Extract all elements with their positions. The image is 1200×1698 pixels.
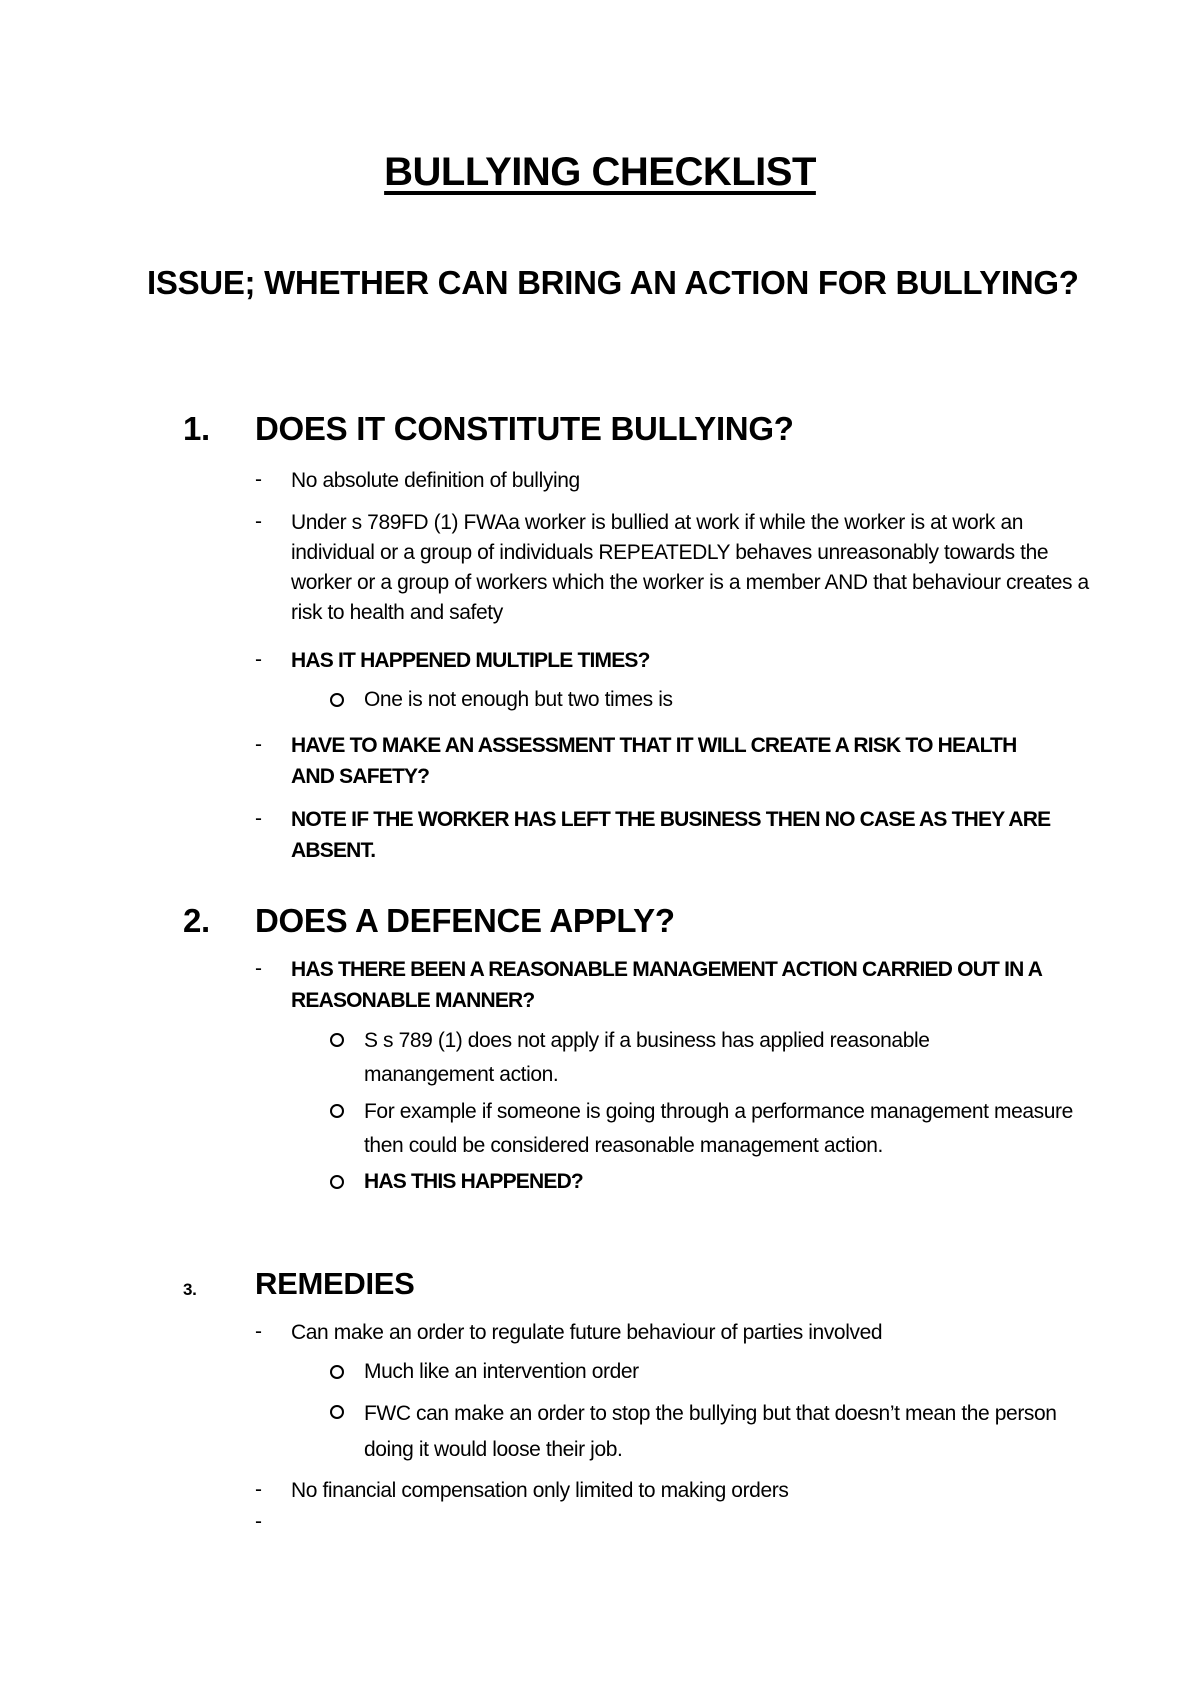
section-title: DOES A DEFENCE APPLY?: [255, 902, 675, 939]
empty-bullet: -: [255, 1510, 262, 1533]
list-item: - Under s 789FD (1) FWAa worker is bullied at work if while the worker is at work an individual or a group of individuals REPEATEDLY behaves unreasonably towards the worker or a group of workers which the worker is a member AND that behaviour creates a risk to health and safety: [291, 508, 1091, 628]
section-number: 1.: [183, 410, 210, 447]
list-item: One is not enough but two times is: [364, 684, 1084, 715]
list-item: - NOTE IF THE WORKER HAS LEFT THE BUSINESS THEN NO CASE AS THEY ARE ABSENT.: [291, 804, 1081, 866]
list-item: S s 789 (1) does not apply if a business has applied reasonable manangement action.: [364, 1024, 1004, 1092]
list-item: - Can make an order to regulate future behaviour of parties involved: [291, 1317, 1091, 1348]
section-number: 3.: [183, 1280, 197, 1299]
section-number: 2.: [183, 902, 210, 939]
list-item: - HAS IT HAPPENED MULTIPLE TIMES?: [291, 645, 1091, 676]
list-item: - HAS THERE BEEN A REASONABLE MANAGEMENT ACTION CARRIED OUT IN A REASONABLE MANNER?: [291, 954, 1091, 1016]
list-item: FWC can make an order to stop the bullying but that doesn’t mean the person doing it would loose their job.: [364, 1396, 1084, 1468]
list-item: For example if someone is going through a performance management measure then could be considered reasonable management action.: [364, 1095, 1084, 1163]
section-title: DOES IT CONSTITUTE BULLYING?: [255, 410, 794, 447]
section-title: REMEDIES: [255, 1266, 415, 1301]
issue-statement: ISSUE; WHETHER CAN BRING AN ACTION FOR BULLYING?: [147, 264, 1079, 301]
list-item: - HAVE TO MAKE AN ASSESSMENT THAT IT WILL CREATE A RISK TO HEALTH AND SAFETY?: [291, 730, 1061, 792]
list-item: - No financial compensation only limited to making orders: [291, 1475, 1091, 1506]
document-title: BULLYING CHECKLIST: [384, 150, 816, 194]
list-item: HAS THIS HAPPENED?: [364, 1166, 1084, 1197]
list-item: - No absolute definition of bullying: [291, 465, 1091, 496]
list-item: Much like an intervention order: [364, 1356, 1084, 1387]
